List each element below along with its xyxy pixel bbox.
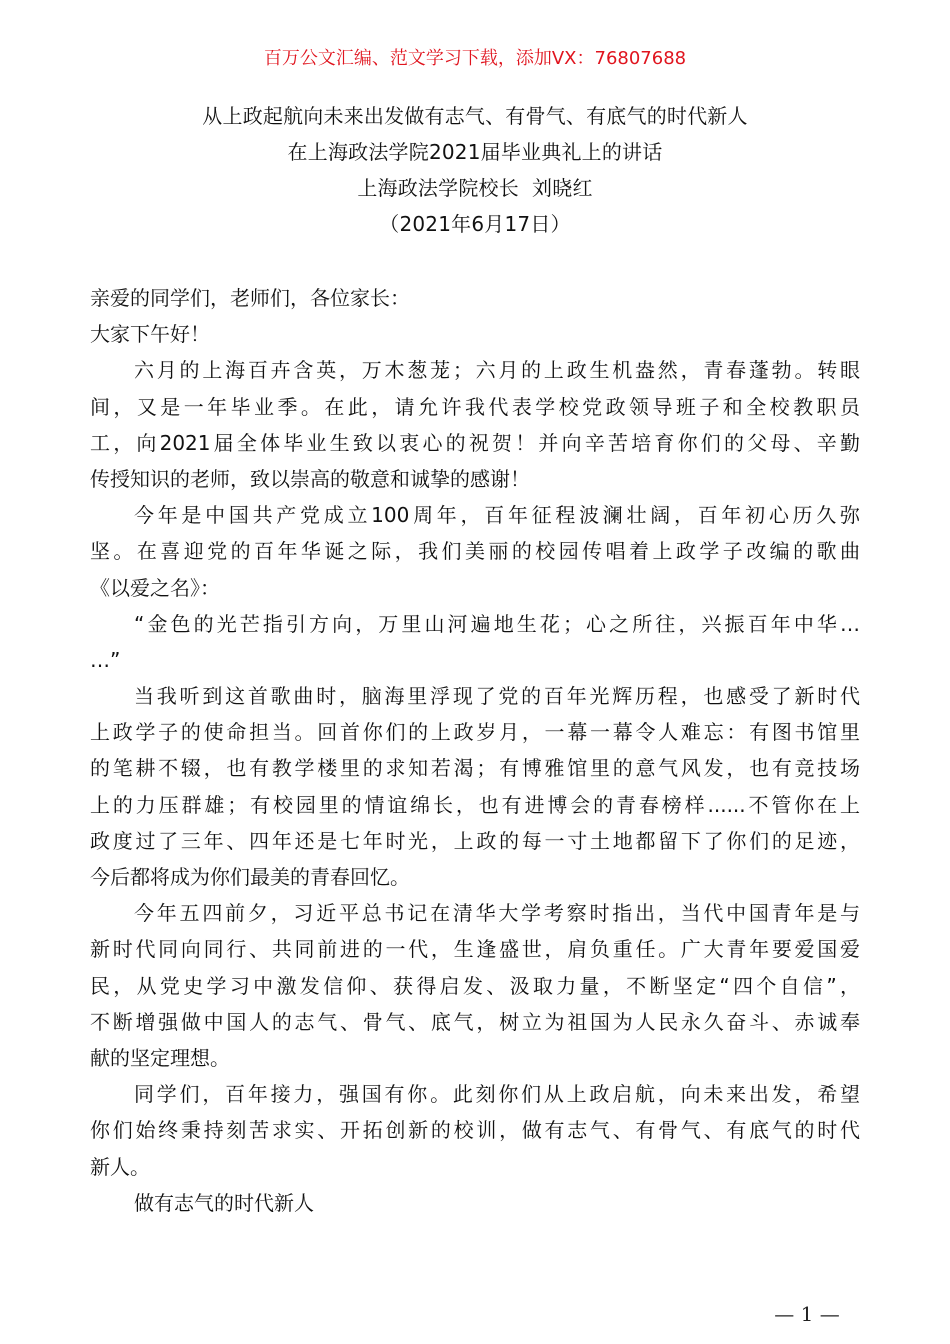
paragraph-line: 传授知识的老师，致以崇高的敬意和诚挚的感谢！ [90, 466, 530, 491]
paragraph-5 [90, 895, 860, 1076]
paragraph-line: 六月的上海百卉含英，万木葱茏；六月的上政生机盎然，青春蓬勃。转眼 [134, 358, 860, 383]
paragraph-line: 上的力压群雄；有校园里的情谊绵长，也有进博会的青春榜样......不管你在上 [90, 792, 860, 817]
speech-title-block [0, 98, 950, 242]
paragraph-line: 政度过了三年、四年还是七年时光，上政的每一寸土地都留下了你们的足迹， [90, 828, 860, 853]
paragraph-line: 当我听到这首歌曲时，脑海里浮现了党的百年光辉历程，也感受了新时代 [134, 684, 860, 709]
paragraph-line: 今后都将成为你们最美的青春回忆。 [90, 865, 410, 889]
paragraph-line: 同学们，百年接力，强国有你。此刻你们从上政启航，向未来出发，希望 [134, 1082, 860, 1107]
section-heading: 做有志气的时代新人 [134, 1190, 314, 1215]
speaker-line: 上海政法学院校长 刘晓红 [357, 176, 593, 200]
paragraph-4 [90, 678, 860, 895]
paragraph-line: 坚。在喜迎党的百年华诞之际，我们美丽的校园传唱着上政学子改编的歌曲 [90, 539, 860, 564]
page-number: — 1 — [774, 1302, 840, 1326]
paragraph-line: 今年五四前夕，习近平总书记在清华大学考察时指出，当代中国青年是与 [134, 901, 860, 926]
speech-title: 从上政起航向未来出发做有志气、有骨气、有底气的时代新人 [202, 104, 748, 128]
speech-body [90, 280, 860, 1221]
paragraph-line: 上政学子的使命担当。回首你们的上政岁月，一幕一幕令人难忘：有图书馆里 [90, 720, 860, 745]
greeting: 大家下午好！ [90, 322, 210, 347]
speech-subtitle: 在上海政法学院2021届毕业典礼上的讲话 [287, 140, 663, 164]
paragraph-line: 《以爱之名》： [90, 575, 220, 600]
paragraph-line: 献的坚定理想。 [90, 1045, 230, 1070]
paragraph-1 [90, 352, 860, 497]
paragraph-line: 你们始终秉持刻苦求实、开拓创新的校训，做有志气、有骨气、有底气的时代 [90, 1118, 860, 1143]
paragraph-line: …” [90, 647, 121, 672]
paragraph-3-lyrics-quote [90, 606, 860, 678]
speech-date: （2021年6月17日） [379, 212, 571, 236]
paragraph-2 [90, 497, 860, 606]
salutation: 亲爱的同学们，老师们，各位家长： [90, 286, 410, 310]
paragraph-line: 新时代同向同行、共同前进的一代，生逢盛世，肩负重任。广大青年要爱国爱 [90, 937, 860, 962]
watermark-banner: 百万公文汇编、范文学习下载，添加VX：76807688 [263, 48, 687, 69]
paragraph-line: 的笔耕不辍，也有教学楼里的求知若渴；有博雅馆里的意气风发，也有竞技场 [90, 756, 860, 781]
paragraph-line: “金色的光芒指引方向，万里山河遍地生花；心之所往，兴振百年中华… [134, 611, 860, 636]
paragraph-line: 今年是中国共产党成立100周年，百年征程波澜壮阔，百年初心历久弥 [134, 503, 860, 528]
paragraph-line: 间，又是一年毕业季。在此，请允许我代表学校党政领导班子和全校教职员 [90, 394, 860, 419]
paragraph-line: 新人。 [90, 1154, 150, 1179]
paragraph-6 [90, 1076, 860, 1185]
paragraph-line: 工，向2021届全体毕业生致以衷心的祝贺！并向辛苦培育你们的父母、辛勤 [90, 430, 860, 455]
paragraph-line: 民，从党史学习中激发信仰、获得启发、汲取力量，不断坚定“四个自信”， [90, 973, 860, 998]
paragraph-line: 不断增强做中国人的志气、骨气、底气，树立为祖国为人民永久奋斗、赤诚奉 [90, 1009, 860, 1034]
